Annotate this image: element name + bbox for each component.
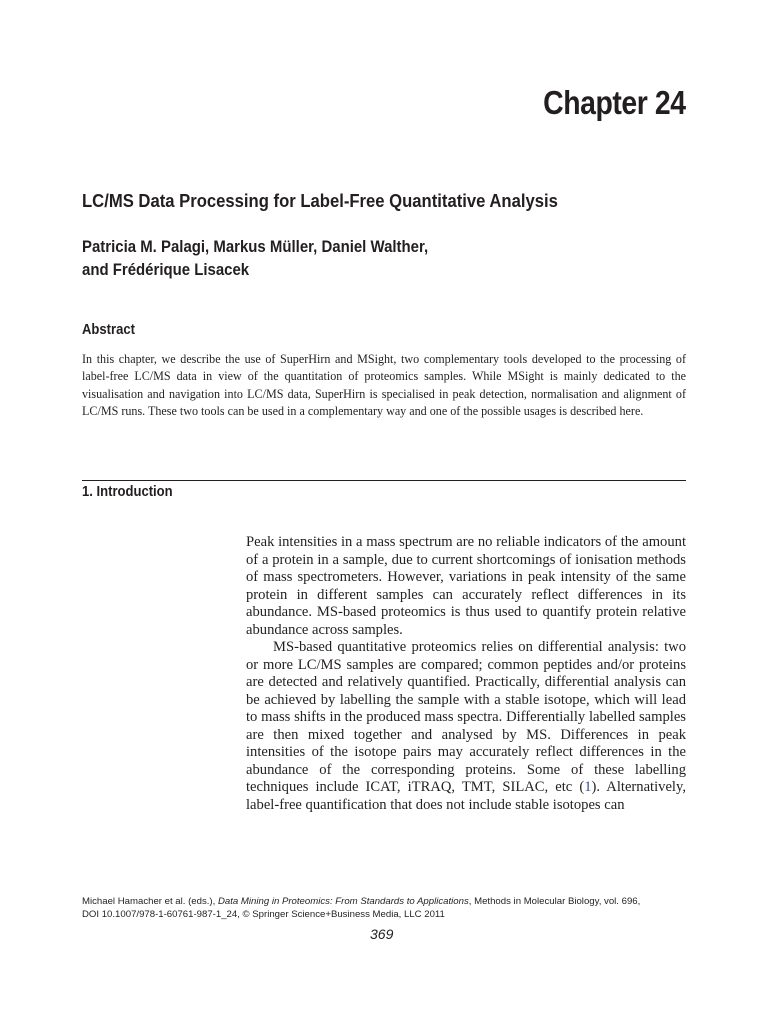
introduction-heading: 1. Introduction [82, 484, 173, 500]
chapter-label: Chapter 24 [543, 84, 686, 121]
section-divider [82, 480, 686, 481]
authors-line-2: and Frédérique Lisacek [82, 260, 250, 279]
abstract-text: In this chapter, we describe the use of SuperHirn and MSight, two complementary tools developed to the processing of label-free LC/MS data in view of the quantitation of proteomics samples. While MSight is mainly dedicated to the visualisation and navigation into LC/MS data, SuperHirn is specialised in peak detection, normalisation and alignment of LC/MS runs. These two tools can be used in a complementary way and one of the possible usages is described here. [82, 352, 686, 418]
paragraph-2-text-start: MS-based quantitative proteomics relies on differential analysis: two or more LC/MS samples are compared; common peptides and/or proteins are detected and relatively quantified. Practically, differential analysis can be achieved by labelling the sample with a stable isotope, which will lead to mass shifts in the produced mass spectra. Differentially labelled samples are then mixed together and analysed by MS. Differences in peak intensities of the isotope pairs may accurately reflect differences in the abundance of the corresponding proteins. Some of these labelling techniques include ICAT, iTRAQ, TMT, SILAC, etc ( [246, 639, 686, 795]
paragraph-2-text-end: ). Alternatively, label-free quantification that does not include stable isotopes can [246, 779, 686, 813]
footnote-book-title: Data Mining in Proteomics: From Standards to Applications [217, 896, 469, 907]
introduction-paragraph-2 [246, 639, 686, 814]
footnote-line-1 [82, 895, 692, 908]
authors-line-1: Patricia M. Palagi, Markus Müller, Daniel Walther, [82, 237, 429, 256]
page-number: 369 [370, 926, 394, 942]
introduction-body [246, 534, 686, 814]
abstract-heading: Abstract [82, 322, 135, 338]
citation-link[interactable]: 1 [584, 779, 592, 795]
footnote-series: , Methods in Molecular Biology, vol. 696, [468, 896, 641, 907]
chapter-title: LC/MS Data Processing for Label-Free Quantitative Analysis [82, 190, 558, 211]
footnote-editors: Michael Hamacher et al. (eds.), [82, 896, 218, 907]
authors [82, 235, 428, 281]
footnote [82, 895, 692, 921]
introduction-paragraph-1: Peak intensities in a mass spectrum are no reliable indicators of the amount of a protein in a sample, due to current shortcomings of ionisation methods of mass spectrometers. However, variations in peak intensity of the same protein in different samples can accurately reflect differences in its abundance. MS-based proteomics is thus used to quantify protein relative abundance across samples. [246, 534, 686, 638]
footnote-line-2: DOI 10.1007/978-1-60761-987-1_24, © Springer Science+Business Media, LLC 2011 [82, 909, 445, 920]
